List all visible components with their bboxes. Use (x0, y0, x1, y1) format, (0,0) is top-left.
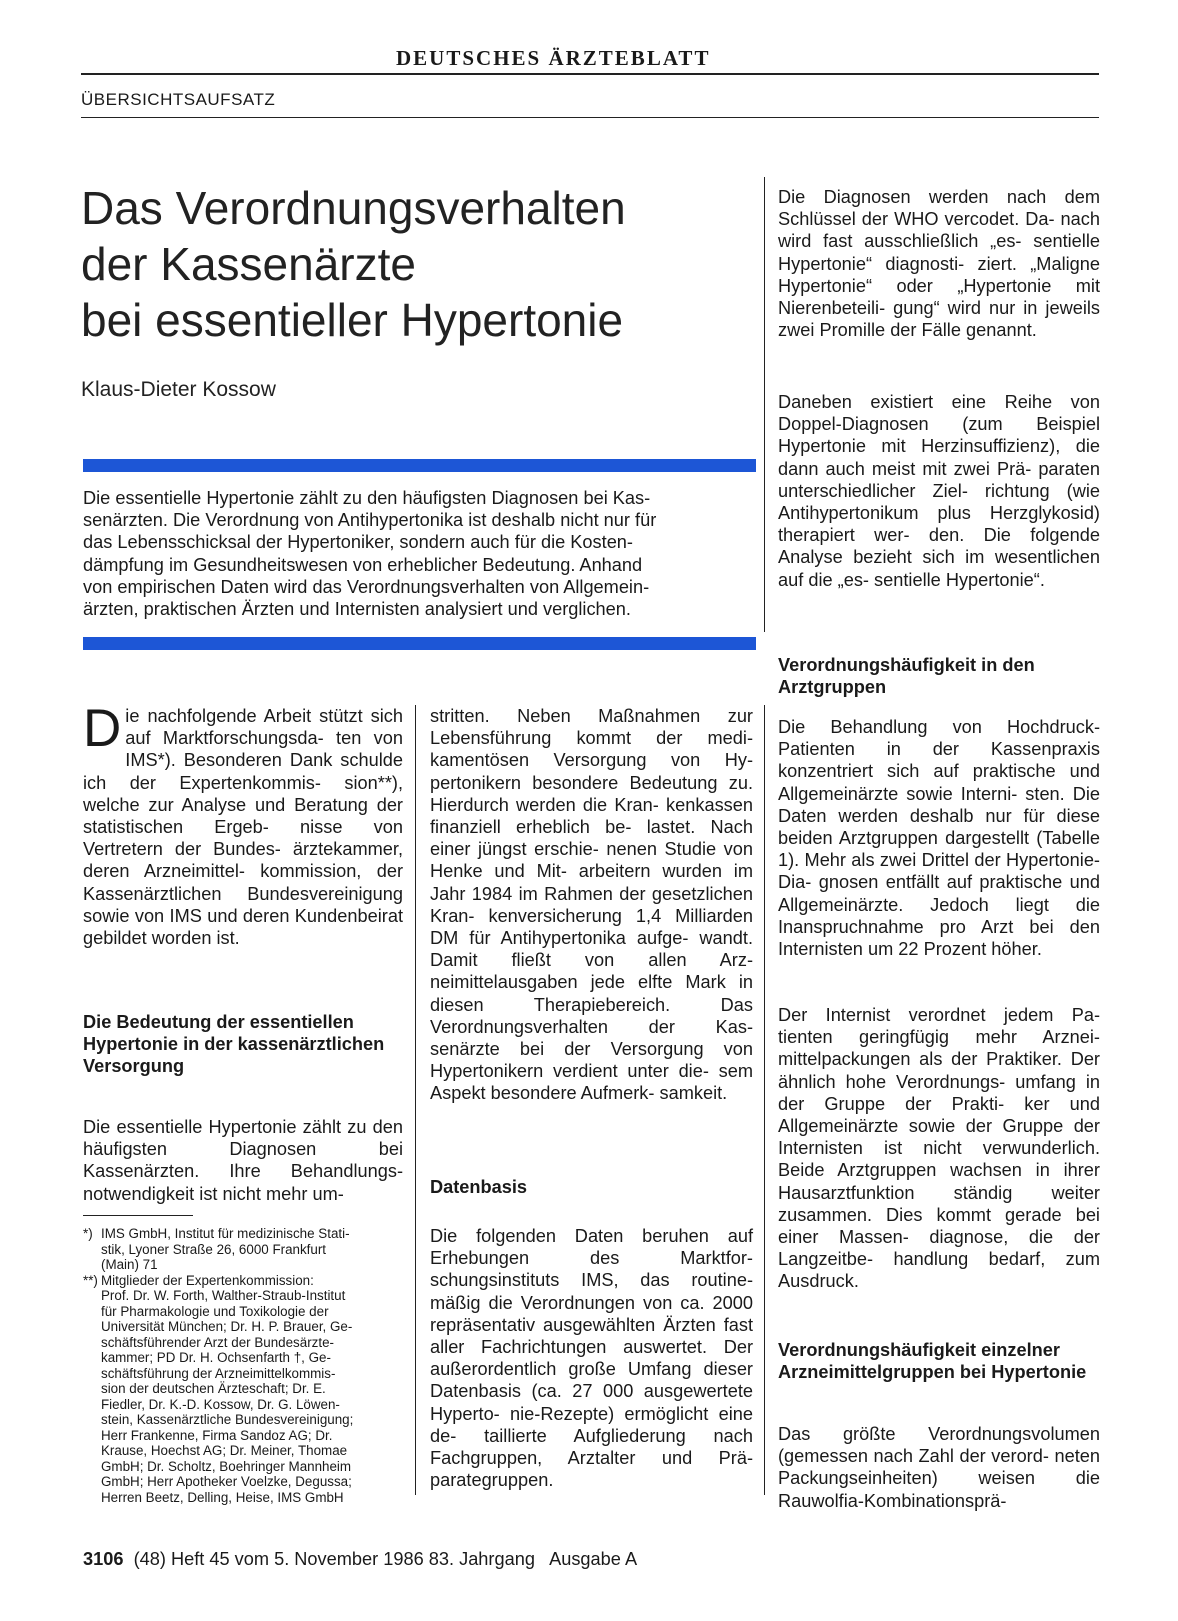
title-line: Das Verordnungsverhalten (81, 182, 626, 234)
abstract-bar-bottom (83, 637, 756, 650)
section-heading: Datenbasis (430, 1177, 528, 1197)
text-line: große Umfang dieser Datenbasis (430, 1359, 753, 1402)
text-line: plus Herzglykosid) therapiert wer- (778, 503, 1100, 546)
section-heading (83, 1011, 403, 1078)
heading-line: bei Hypertonie (959, 1362, 1087, 1383)
abstract-bar-top (83, 459, 756, 472)
footnote-line: Prof. Dr. W. Forth, Walther-Straub-Institut (101, 1288, 346, 1303)
abstract-line: das Lebensschicksal der Hypertoniker, sondern auch für die Kosten- (83, 532, 633, 553)
text-line: handlung bedarf, zum Ausdruck. (778, 1249, 1100, 1292)
text-line: diagnose, die der Langzeitbe- (778, 1227, 1100, 1270)
masthead: DEUTSCHES ÄRZTEBLATT (396, 46, 711, 70)
body-paragraph (778, 1004, 1100, 1293)
text-line: Rahmen der gesetzlichen Kran- (430, 883, 754, 926)
text-line: ker und Allgemeinärzte sowie der (778, 1093, 1100, 1137)
footnote (83, 1226, 405, 1273)
footnote-mark: **) (83, 1272, 98, 1288)
text-line: „Hypertonie mit Nierenbeteili- (778, 275, 1101, 319)
text-line: dargestellt (Tabelle 1). Mehr als (778, 828, 1100, 871)
abstract-line: ärzten, praktischen Ärzten und Internisten analysiert und verglichen. (83, 599, 631, 620)
text-line: stritten. Neben Maßnahmen zur (430, 706, 753, 726)
text-line: Inanspruchnahme pro Arzt bei den (778, 916, 1100, 937)
text-line: pertonikern besondere Bedeutung (430, 772, 718, 793)
footnote (83, 1273, 405, 1506)
footnote-line: Fiedler, Dr. K.-D. Kossow, Dr. G. Löwen- (101, 1396, 340, 1412)
text-line: schulde ich der Expertenkommis- (83, 750, 403, 793)
text-line: (ca. 27 000 ausgewertete Hyperto- (430, 1381, 753, 1424)
footnote-text (101, 1226, 405, 1273)
text-line: die dann auch meist mit zwei Prä- (778, 436, 1100, 479)
heading-line: in den Arztgruppen (778, 655, 1035, 698)
text-line: Ärzten fast aller Fachrichtungen (430, 1314, 754, 1358)
intro-paragraph (83, 699, 404, 949)
text-line: kenkassen finanziell erheblich be- (430, 794, 753, 838)
text-line: Hypertonie mit Herzinsuffizienz), (778, 436, 1061, 457)
body-paragraph (778, 716, 1100, 960)
text-line: Gruppe der Internisten ist nicht (778, 1116, 1100, 1159)
footnote-mark: *) (83, 1226, 93, 1241)
text-line: Die Diagnosen werden nach dem (778, 187, 1100, 207)
footnote-rule (83, 1215, 193, 1216)
footnote-line: kammer; PD Dr. H. Ochsenfarth †, Ge- (101, 1350, 331, 1365)
text-line: Fachgruppen, Arztalter und Prä- (430, 1448, 753, 1469)
footnote-line: Mitglieder der Expertenkommission: (101, 1272, 314, 1288)
text-line: Hypertonikern verdient unter die- (430, 1061, 709, 1082)
text-line: Die essentielle Hypertonie zählt zu (83, 1117, 367, 1137)
footnotes (83, 1226, 405, 1505)
body-paragraph (778, 1423, 1100, 1512)
text-line: nur für diese beiden Arztgruppen (778, 805, 1100, 849)
title-line: bei essentieller Hypertonie (81, 294, 624, 346)
section-heading (778, 654, 1100, 698)
text-line: arbeitern wurden im Jahr 1984 im (430, 861, 753, 904)
text-line: Bundesvereinigung sowie von IMS (83, 883, 403, 926)
text-line: den häufigsten Diagnosen bei (83, 1117, 403, 1160)
footnote-line: GmbH; Herr Apotheker Voelzke, Degussa; (101, 1474, 352, 1489)
section-rule (81, 117, 1099, 118)
footnote-line: schäftsführung der Arzneimittelkommis- (101, 1365, 336, 1381)
footnote-line: GmbH; Dr. Scholtz, Boehringer Mannheim (101, 1458, 352, 1474)
text-line: taillierte Aufgliederung nach (484, 1425, 753, 1446)
heading-line: der essentiellen Hypertonie (83, 1012, 354, 1055)
text-line: mittelpackungen als der Praktiker. (778, 1049, 1062, 1070)
text-line: Internisten um 22 Prozent höher. (778, 939, 1042, 960)
text-line: sich im wesentlichen auf die „es- (778, 547, 1100, 590)
text-line: gung“ wird nur in jeweils zwei (778, 298, 1100, 341)
text-line: ärztekammer, deren Arzneimittel- (83, 839, 403, 882)
text-line: die Rauwolfia-Kombinationsprä- (778, 1468, 1100, 1511)
text-line: Die Behandlung von Hochdruck- (778, 717, 1100, 737)
text-line: Verordnungsverhalten der Kas- (430, 1016, 753, 1037)
text-line: konzentriert sich auf praktische (778, 761, 1056, 782)
text-line: ständig weiter zusammen. Dies (778, 1182, 1100, 1225)
footnote-line: Herren Beetz, Delling, Heise, IMS GmbH (101, 1489, 344, 1505)
body-paragraph (430, 705, 753, 1105)
page-footer (83, 1549, 637, 1570)
text-line: ziert. „Maligne Hypertonie“ oder (778, 253, 1100, 296)
text-line: Der ähnlich hohe Verordnungs- (778, 1049, 1100, 1092)
text-line: und Allgemeinärzte sowie Interni- (778, 761, 1100, 804)
text-line: kamentösen Versorgung von Hy- (430, 750, 753, 771)
footnote-line: für Pharmakologie und Toxikologie der (101, 1303, 329, 1319)
heading-line: Verordnungshäufigkeit (778, 655, 977, 675)
text-line: Das größte Verordnungsvolumen (778, 1424, 1100, 1444)
text-line: richtung (wie Antihypertonikum (778, 480, 1100, 524)
text-line: Beratung der statistischen Ergeb- (83, 794, 403, 838)
text-line: (gemessen nach Zahl der verord- (778, 1446, 1049, 1467)
text-line: zu. Hierdurch werden die Kran- (430, 772, 753, 815)
footnote-line: Universität München; Dr. H. P. Brauer, Ge- (101, 1319, 353, 1334)
section-label: ÜBERSICHTSAUFSATZ (81, 90, 276, 109)
text-line: gnosen entfällt auf praktische und (818, 872, 1100, 893)
footnote-line: IMS GmbH, Institut für medizinische Stati- (101, 1226, 350, 1241)
text-line: verwunderlich. Beide Arztgruppen (778, 1138, 1101, 1181)
abstract-line: dämpfung im Gesundheitswesen von erheblicher Bedeutung. Anhand (83, 554, 643, 575)
text-line: zwei Drittel der Hypertonie-Dia- (778, 850, 1100, 893)
text-line: Der Internist verordnet jedem Pa- (778, 1005, 1100, 1025)
heading-line: Die Bedeutung (83, 1012, 212, 1032)
text-line: Kassenärzten. Ihre Behandlungs- (83, 1161, 403, 1182)
text-line: notwendigkeit ist nicht mehr um- (83, 1183, 344, 1204)
text-line: neten Packungseinheiten) weisen (778, 1446, 1100, 1489)
heading-line: Versorgung (83, 1056, 185, 1077)
text-line: nenen Studie von Henke und Mit- (430, 839, 753, 882)
text-line: nisse von Vertretern der Bundes- (83, 817, 403, 860)
column-divider (764, 177, 765, 632)
drop-cap: D (83, 699, 122, 758)
text-line: auswertet. Der außerordentlich (430, 1337, 753, 1380)
footnote-text (101, 1273, 405, 1506)
text-line: sich auf Marktforschungsda- (125, 706, 403, 749)
article-title (81, 180, 751, 348)
text-line: Promille der Fälle genannt. (819, 320, 1037, 341)
text-line: sten. Die Daten werden deshalb (778, 783, 1100, 826)
section-heading (778, 1339, 1100, 1383)
footnote-line: Herr Frankenne, Firma Sandoz AG; Dr. (101, 1427, 333, 1443)
text-line: sentielle Hypertonie“ diagnosti- (778, 231, 1100, 274)
text-line: sem Aspekt besondere Aufmerk- (430, 1061, 753, 1104)
title-line: der Kassenärzte (81, 238, 416, 290)
page-number: 3106 (83, 1549, 124, 1569)
text-line: samkeit. (659, 1083, 728, 1104)
text-line: Lebensführung kommt der medi- (430, 728, 753, 749)
text-line: 2000 repräsentativ ausgewählten (430, 1292, 754, 1335)
text-line: Allgemeinärzte. Jedoch liegt die (778, 894, 1100, 915)
text-line: Die folgenden Daten beruhen auf (430, 1226, 753, 1246)
body-paragraph (83, 1116, 403, 1205)
footnote-line: stein, Kassenärztliche Bundesvereinigung; (101, 1412, 354, 1427)
text-line: sion**), welche zur Analyse und (83, 772, 404, 815)
text-line: nach wird fast ausschließlich „es- (778, 209, 1100, 252)
footnote-line: schäftsführender Arzt der Bundesärzte- (101, 1334, 334, 1350)
text-line: kenversicherung 1,4 Milliarden (488, 905, 753, 926)
footnote-line: Krause, Hoechst AG; Dr. Meiner, Thomae (101, 1443, 348, 1458)
footnote-line: stik, Lyoner Straße 26, 6000 Frankfurt (101, 1241, 327, 1257)
heading-line: Verordnungshäufigkeit (778, 1340, 977, 1360)
text-line: nie-Rezepte) ermöglicht eine de- (430, 1403, 753, 1446)
text-line: wandt. Damit fließt von allen Arz- (430, 928, 753, 971)
text-line: Patienten in der Kassenpraxis (778, 739, 1100, 760)
column-divider (415, 705, 416, 1495)
text-line: sentielle Hypertonie“. (874, 569, 1045, 590)
text-line: paraten unterschiedlicher Ziel- (778, 458, 1100, 501)
footnote-line: (Main) 71 (101, 1257, 158, 1272)
text-line: worden ist. (151, 928, 240, 949)
text-line: senärzte bei der Versorgung von (430, 1039, 753, 1060)
text-line: den. Die folgende Analyse bezieht (778, 525, 1100, 568)
text-line: Daneben existiert eine Reihe von (778, 392, 1100, 412)
text-line: ie nachfolgende Arbeit stützt (125, 706, 363, 726)
issue-info: (48) Heft 45 vom 5. November 1986 83. Jahrgang Ausgabe A (123, 1549, 638, 1569)
abstract-line: senärzten. Die Verordnung von Antihypertonika ist deshalb nicht nur für (83, 510, 657, 531)
text-line: DM für Antihypertonika aufge- (430, 928, 689, 949)
masthead-rule (81, 73, 1099, 75)
article-author: Klaus-Dieter Kossow (81, 378, 276, 401)
text-line: umfang in der Gruppe der Prakti- (778, 1071, 1100, 1114)
body-paragraph (430, 1225, 753, 1491)
heading-line: in der kassenärztlichen (183, 1034, 385, 1055)
text-line: parategruppen. (430, 1470, 554, 1491)
text-line: Schlüssel der WHO vercodet. Da- (778, 209, 1055, 230)
text-line: in diesen Therapiebereich. Das (430, 972, 753, 1015)
text-line: tienten geringfügig mehr Arznei- (778, 1027, 1100, 1048)
text-line: kommt gerade bei einer Massen- (778, 1204, 1100, 1248)
text-line: und deren Kundenbeirat gebildet (83, 905, 404, 949)
footnote-line: sion der deutschen Ärzteschaft; Dr. E. (101, 1381, 326, 1396)
heading-line: einzelner Arzneimittelgruppen (778, 1340, 1060, 1383)
text-line: wachsen in ihrer Hausarztfunktion (778, 1160, 1100, 1203)
text-line: ten von IMS*). Besonderen Dank (125, 728, 403, 771)
abstract-line: Die essentielle Hypertonie zählt zu den häufigsten Diagnosen bei Kas- (83, 488, 651, 508)
body-paragraph (778, 391, 1100, 591)
text-line: Erhebungen des Marktfor- (430, 1248, 753, 1269)
body-paragraph (778, 186, 1100, 341)
text-line: mäßig die Verordnungen von ca. (430, 1292, 705, 1313)
text-line: schungsinstituts IMS, das routine- (430, 1270, 753, 1291)
text-line: kommission, der Kassenärztlichen (83, 861, 403, 904)
text-line: lastet. Nach einer jüngst erschie- (430, 817, 753, 860)
column-divider (764, 705, 765, 1495)
text-line: Doppel-Diagnosen (zum Beispiel (778, 414, 1100, 435)
abstract-line: von empirischen Daten wird das Verordnungsverhalten von Allgemein- (83, 576, 650, 597)
text-line: neimittelausgaben jede elfte Mark (430, 972, 726, 993)
article-abstract (83, 487, 751, 620)
